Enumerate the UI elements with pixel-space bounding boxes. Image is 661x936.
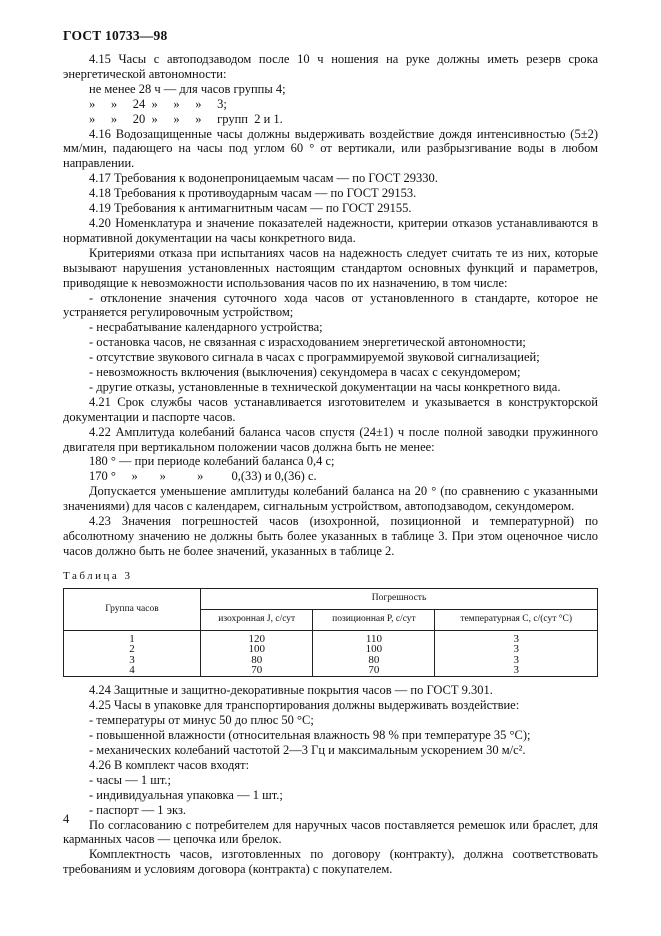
- groups-list: [64, 631, 200, 677]
- col-header-error: Погрешность: [201, 588, 598, 609]
- table-cell-value: 100: [248, 643, 265, 656]
- paragraph: 4.22 Амплитуда колебаний баланса часов спустя (24±1) ч после полной заводки пружинного двигателя при вертикальном положении часов должна быть не менее:: [63, 424, 598, 454]
- table-cell-value: 1: [129, 632, 135, 645]
- table-cell-value: 70: [251, 663, 263, 676]
- paragraph: 4.26 В комплект часов входят:: [89, 757, 250, 772]
- paragraph: По согласованию с потребителем для наручных часов поставляется ремешок или браслет, для карманных часов — цепочка или брелок.: [63, 817, 598, 847]
- paragraph: » » 20 » » » групп 2 и 1.: [89, 111, 283, 126]
- table-cell-value: 80: [368, 653, 380, 666]
- table-cell-value: 120: [248, 632, 265, 645]
- pos-list: [313, 631, 434, 677]
- paragraph: Комплектность часов, изготовленных по договору (контракту), должна соответствовать требованиям и условиям договора (контракта) с покупателем.: [63, 847, 598, 877]
- paragraph: - отсутствие звукового сигнала в часах с программируемой звуковой сигнализацией;: [89, 350, 540, 365]
- paragraph: - повышенной влажности (относительная влажность 98 % при температуре 35 °С);: [89, 728, 531, 743]
- iso-list: [201, 631, 312, 677]
- paragraph: Критериями отказа при испытаниях часов на надежность следует считать те из них, которые вызывают нарушения установленных настоящим стандартом основных функций и параметров, приводящие к невозможности использования часов по их назначению, в том числе:: [63, 245, 598, 290]
- table-3: [63, 588, 598, 678]
- col-header-group: Группа часов: [64, 588, 201, 630]
- table-cell-value: 2: [129, 643, 135, 656]
- table-cell-value: 3: [513, 653, 519, 666]
- cell-pos: [313, 630, 435, 677]
- paragraph: Допускается уменьшение амплитуды колебаний баланса на 20 ° (по сравнению с указанными значениями) для часов с календарем, сигнальным устройством, автоподзаводом, секундомером.: [63, 484, 598, 514]
- col-header-positional: позиционная P, с/сут: [313, 609, 435, 630]
- paragraph: - температуры от минус 50 до плюс 50 °С;: [89, 713, 314, 728]
- paragraph: 4.15 Часы с автоподзаводом после 10 ч ношения на руке должны иметь резерв срока энергетической автономности:: [63, 52, 598, 81]
- table-cell-value: 4: [129, 663, 135, 676]
- table-label: Таблица 3: [63, 569, 133, 582]
- paragraph: - невозможность включения (выключения) секундомера в часах с секундомером;: [89, 365, 521, 380]
- paragraph: 4.17 Требования к водонепроницаемым часам — по ГОСТ 29330.: [89, 171, 438, 186]
- table-body-row: [64, 630, 598, 677]
- paragraph: 4.19 Требования к антимагнитным часам — по ГОСТ 29155.: [89, 201, 412, 216]
- paragraph: 4.25 Часы в упаковке для транспортирования должны выдерживать воздействие:: [89, 698, 520, 713]
- paragraph: 4.23 Значения погрешностей часов (изохронной, позиционной и температурной) по абсолютному значению не должны быть более указанных в таблице 3. При этом оценочное число часов должно быть не более значений, указанных в таблице 2.: [63, 514, 598, 558]
- paragraph: 4.24 Защитные и защитно-декоративные покрытия часов — по ГОСТ 9.301.: [89, 683, 493, 698]
- paragraph: 4.16 Водозащищенные часы должны выдерживать воздействие дождя интенсивностью (5±2) мм/мин, падающего на часы под углом 60 ° от вертикали, или разбрызгивание воды в любом направлении.: [63, 126, 598, 171]
- paragraph: 180 ° — при периоде колебаний баланса 0,4 с;: [89, 454, 335, 469]
- table-cell-value: 70: [368, 663, 380, 676]
- paragraph: 4.18 Требования к противоударным часам — по ГОСТ 29153.: [89, 186, 417, 201]
- table-cell-value: 3: [513, 632, 519, 645]
- paragraph: - часы — 1 шт.;: [89, 772, 171, 787]
- cell-groups: [64, 630, 201, 677]
- table-cell-value: 110: [365, 632, 382, 645]
- col-header-temperature: температурная C, с/(сут °С): [435, 609, 598, 630]
- table-cell-value: 100: [365, 643, 383, 656]
- cell-iso: [201, 630, 313, 677]
- paragraph: - паспорт — 1 экз.: [89, 802, 187, 817]
- paragraphs-before-table: [63, 52, 598, 559]
- col-header-isochronous: изохронная J, с/сут: [201, 609, 313, 630]
- paragraph: - остановка часов, не связанная с израсходованием энергетической автономности;: [89, 335, 526, 350]
- paragraph: » » 24 » » » 3;: [89, 96, 227, 111]
- table-cell-value: 3: [513, 643, 519, 656]
- doc-header-code: ГОСТ 10733—98: [63, 28, 168, 43]
- document-body: [63, 52, 598, 877]
- paragraph: 4.20 Номенклатура и значение показателей надежности, критерии отказов устанавливаются в нормативной документации на часы конкретного вида.: [63, 215, 598, 245]
- table-cell-value: 80: [251, 653, 263, 666]
- paragraph: - механических колебаний частотой 2—3 Гц и максимальным ускорением 30 м/с².: [89, 742, 526, 757]
- cell-temp: [435, 630, 598, 677]
- paragraph: не менее 28 ч — для часов группы 4;: [89, 81, 286, 96]
- paragraph: - другие отказы, установленные в технической документации на часы конкретного вида.: [89, 379, 561, 394]
- paragraphs-after-table: [63, 683, 598, 877]
- paragraph: - индивидуальная упаковка — 1 шт.;: [89, 787, 283, 802]
- page-number: 4: [63, 812, 70, 826]
- temp-list: [435, 631, 597, 677]
- paragraph: 4.21 Срок службы часов устанавливается изготовителем и указывается в конструкторской документации и паспорте часов.: [63, 394, 598, 424]
- paragraph: 170 ° » » » 0,(33) и 0,(36) с.: [89, 469, 317, 484]
- table-cell-value: 3: [513, 663, 519, 676]
- table-cell-value: 3: [129, 653, 135, 666]
- paragraph: - несрабатывание календарного устройства;: [89, 320, 323, 335]
- paragraph: - отклонение значения суточного хода часов от установленного в стандарте, которое не устраняется регулировочным устройством;: [63, 290, 598, 320]
